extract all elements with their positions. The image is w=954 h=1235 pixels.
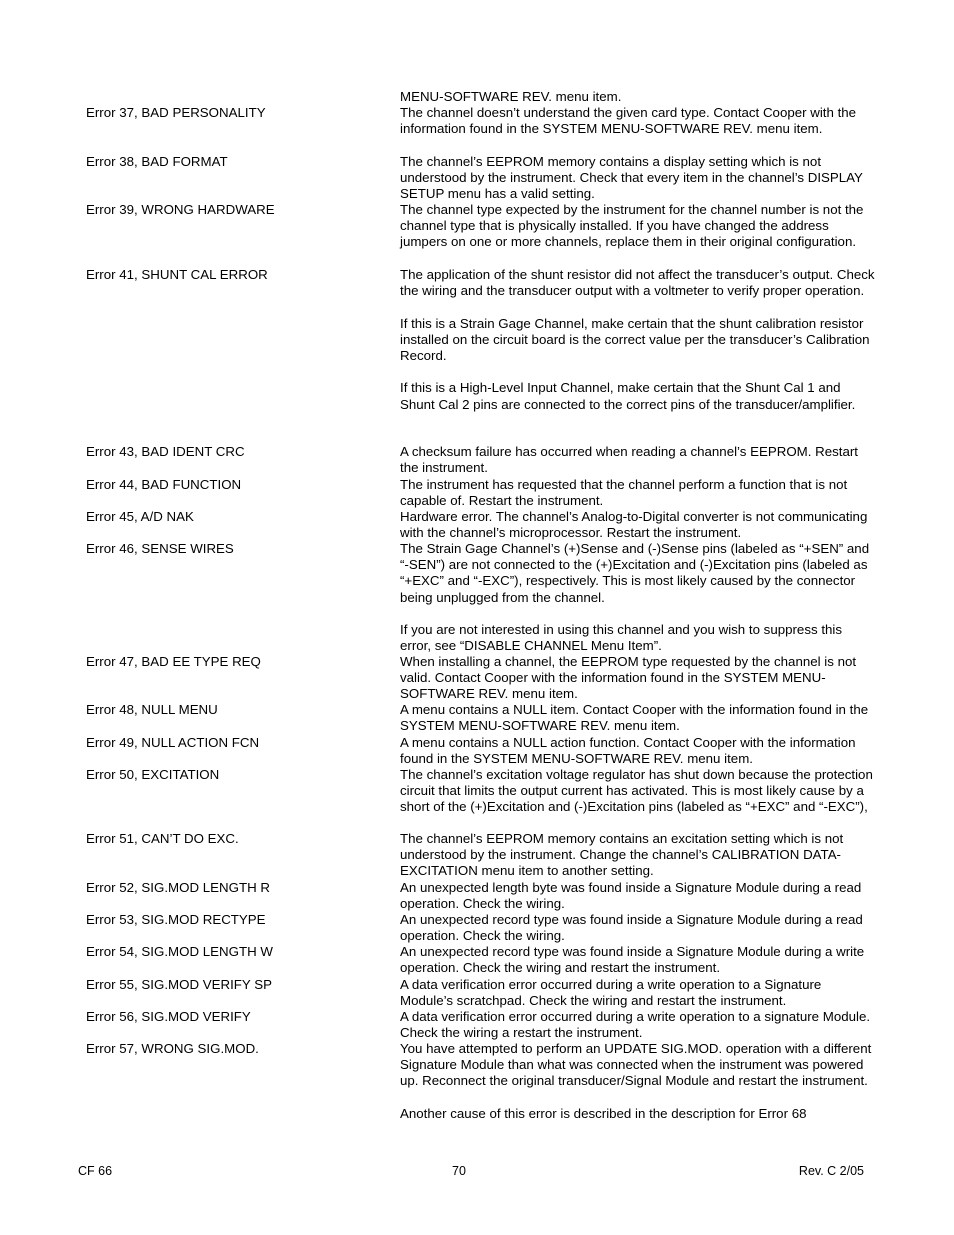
- error-code: Error 47, BAD EE TYPE REQ: [86, 654, 261, 669]
- error-code: Error 46, SENSE WIRES: [86, 541, 234, 556]
- error-code: Error 48, NULL MENU: [86, 702, 218, 717]
- error-description-paragraph: The channel’s excitation voltage regulator has shut down because the protection circuit that limits the output current has activated. This is most likely cause by a short of the (+)Excitation and (-)Excitation pins (labeled as “+EXC” and “-EXC”),: [400, 767, 873, 815]
- error-description-paragraph: A menu contains a NULL action function. Contact Cooper with the information found in the SYSTEM MENU-SOFTWARE REV. menu item.: [400, 735, 856, 767]
- error-description-paragraph: If this is a High-Level Input Channel, make certain that the Shunt Cal 1 and Shunt Cal 2 pins are connected to the correct pins of the transducer/amplifier.: [400, 380, 856, 412]
- error-code: Error 37, BAD PERSONALITY: [86, 105, 266, 120]
- error-description: [400, 1041, 875, 1122]
- error-description-paragraph: The application of the shunt resistor did not affect the transducer’s output. Check the wiring and the transducer output with a voltmeter to verify proper operation.: [400, 267, 875, 299]
- error-description-paragraph: An unexpected record type was found inside a Signature Module during a read operation. Check the wiring.: [400, 912, 863, 944]
- error-description: [400, 654, 875, 703]
- error-description-paragraph: Hardware error. The channel’s Analog-to-Digital converter is not communicating with the channel’s microprocessor. Restart the instrument.: [400, 509, 868, 541]
- error-description: [400, 880, 875, 912]
- error-description-paragraph: The Strain Gage Channel’s (+)Sense and (-)Sense pins (labeled as “+SEN” and “-SEN”) are not connected to the (+)Excitation and (-)Excitation pins (labeled as “+EXC” and “-EXC”), respectively. This is most likely caused by the connector being unplugged from the channel.: [400, 541, 870, 605]
- error-description: [400, 509, 875, 541]
- error-description-paragraph: The instrument has requested that the channel perform a function that is not capable of. Restart the instrument.: [400, 477, 848, 509]
- error-description-paragraph: If this is a Strain Gage Channel, make certain that the shunt calibration resistor installed on the circuit board is the correct value per the transducer’s Calibration Record.: [400, 315, 870, 363]
- error-description: [400, 267, 875, 413]
- error-description-paragraph: The channel type expected by the instrument for the channel number is not the channel type that is physically installed. If you have changed the address jumpers on one or more channels, replace them in their original configuration.: [400, 202, 864, 250]
- error-code: Error 49, NULL ACTION FCN: [86, 735, 260, 750]
- error-description: [400, 735, 875, 767]
- error-description-paragraph: The channel’s EEPROM memory contains an excitation setting which is not understood by the instrument. Change the channel’s CALIBRATION DATA-EXCITATION menu item to another setting.: [400, 831, 844, 879]
- error-code: Error 44, BAD FUNCTION: [86, 477, 242, 492]
- error-description: [400, 541, 875, 654]
- footer-revision: Rev. C 2/05: [798, 1164, 864, 1178]
- error-code: Error 41, SHUNT CAL ERROR: [86, 267, 268, 282]
- error-code: Error 53, SIG.MOD RECTYPE: [86, 912, 266, 927]
- error-description-paragraph: A checksum failure has occurred when reading a channel’s EEPROM. Restart the instrument.: [400, 444, 858, 476]
- error-code: Error 55, SIG.MOD VERIFY SP: [86, 977, 272, 992]
- error-code: Error 39, WRONG HARDWARE: [86, 202, 275, 217]
- error-code: Error 52, SIG.MOD LENGTH R: [86, 880, 270, 895]
- error-description-paragraph: An unexpected record type was found inside a Signature Module during a write operation. Check the wiring and restart the instrument.: [400, 944, 865, 976]
- error-code: Error 54, SIG.MOD LENGTH W: [86, 944, 273, 959]
- error-description-paragraph: A data verification error occurred during a write operation to a Signature Module’s scratchpad. Check the wiring and restart the instrument.: [400, 977, 822, 1009]
- error-description-paragraph: When installing a channel, the EEPROM type requested by the channel is not valid. Contact Cooper with the information found in the SYSTEM MENU-SOFTWARE REV. menu item.: [400, 654, 857, 702]
- error-description-paragraph: Another cause of this error is described in the description for Error 68: [400, 1105, 807, 1121]
- error-code: Error 56, SIG.MOD VERIFY: [86, 1009, 251, 1024]
- error-description: [400, 1009, 875, 1041]
- error-description: [400, 702, 875, 734]
- error-code: Error 50, EXCITATION: [86, 767, 220, 782]
- error-code: Error 38, BAD FORMAT: [86, 154, 228, 169]
- error-description: [400, 477, 875, 509]
- footer-page-number: 70: [452, 1164, 466, 1178]
- error-description-paragraph: A data verification error occurred during a write operation to a signature Module. Check the wiring a restart the instrument.: [400, 1009, 871, 1041]
- error-description: [400, 831, 875, 880]
- error-description-paragraph: The channel doesn’t understand the given card type. Contact Cooper with the information found in the SYSTEM MENU-SOFTWARE REV. menu item.: [400, 105, 857, 137]
- error-code: Error 45, A/D NAK: [86, 509, 194, 524]
- error-description-paragraph: An unexpected length byte was found inside a Signature Module during a read operation. Check the wiring.: [400, 880, 862, 912]
- error-description-paragraph: The channel’s EEPROM memory contains a display setting which is not understood by the instrument. Check that every item in the channel’s DISPLAY SETUP menu has a valid setting.: [400, 154, 863, 202]
- error-description: [400, 912, 875, 944]
- error-description-paragraph: If you are not interested in using this channel and you wish to suppress this error, see “DISABLE CHANNEL Menu Item”.: [400, 622, 843, 654]
- error-description: [400, 154, 875, 203]
- footer-document-id: CF 66: [78, 1164, 113, 1178]
- error-description-paragraph: You have attempted to perform an UPDATE SIG.MOD. operation with a different Signature Module than what was connected when the instrument was powered up. Reconnect the original transducer/Signal Module and restart the instrument.: [400, 1041, 872, 1089]
- continued-description: MENU-SOFTWARE REV. menu item.: [400, 89, 622, 104]
- error-description: [400, 444, 875, 476]
- error-code: Error 43, BAD IDENT CRC: [86, 444, 245, 459]
- error-description: [400, 977, 875, 1009]
- error-description: [400, 105, 875, 137]
- error-code: Error 51, CAN’T DO EXC.: [86, 831, 239, 846]
- error-code: Error 57, WRONG SIG.MOD.: [86, 1041, 259, 1056]
- error-description-paragraph: A menu contains a NULL item. Contact Cooper with the information found in the SYSTEM MENU-SOFTWARE REV. menu item.: [400, 702, 869, 734]
- error-description: [400, 202, 875, 251]
- error-description: [400, 944, 875, 976]
- error-description: [400, 767, 875, 816]
